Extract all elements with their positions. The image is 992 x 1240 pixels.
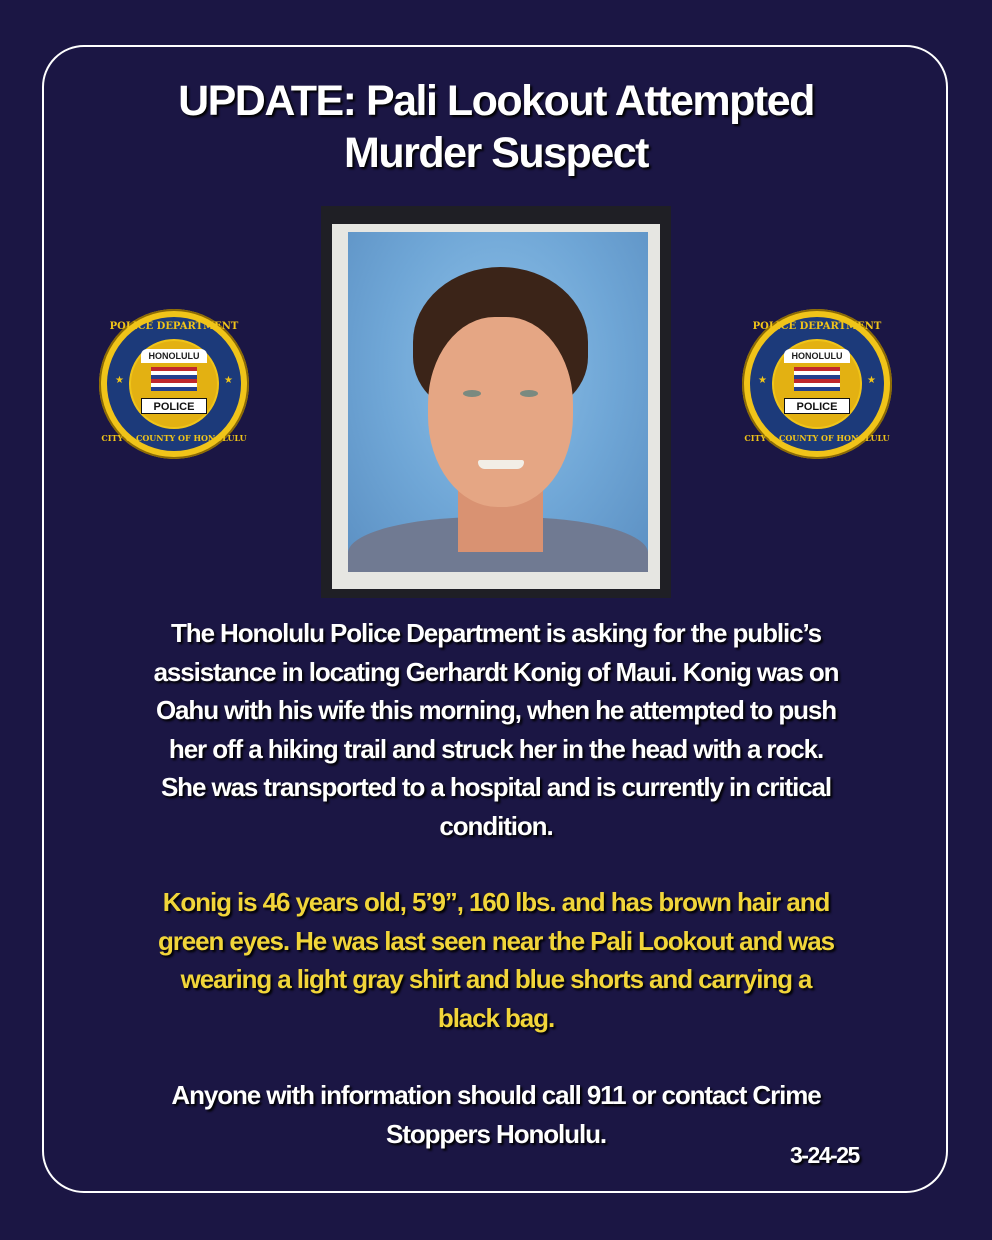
photo-mouth bbox=[478, 460, 524, 469]
text-line: Stoppers Honolulu. bbox=[386, 1118, 606, 1149]
text-line: The Honolulu Police Department is asking for the public’s bbox=[171, 618, 821, 648]
suspect-photo bbox=[321, 206, 671, 598]
suspect-description-paragraph bbox=[52, 883, 940, 1037]
police-seal-right bbox=[742, 309, 892, 459]
seal-arc-top: POLICE DEPARTMENT bbox=[752, 321, 882, 332]
star-icon: ★ bbox=[758, 375, 767, 386]
text-line: black bag. bbox=[437, 1002, 555, 1033]
text-line: her off a hiking trail and struck her in the head with a rock. bbox=[168, 733, 824, 764]
text-line: assistance in locating Gerhardt Konig of Maui. Konig was on bbox=[153, 656, 839, 687]
text-line: She was transported to a hospital and is currently in critical bbox=[160, 772, 832, 803]
title-line-1: UPDATE: Pali Lookout Attempted bbox=[178, 77, 814, 125]
seal-arc-top: POLICE DEPARTMENT bbox=[109, 321, 239, 332]
photo-image bbox=[348, 232, 648, 572]
photo-eye bbox=[520, 390, 538, 397]
seal-badge-top: HONOLULU bbox=[784, 349, 850, 363]
text-line: condition. bbox=[439, 810, 553, 841]
seal-badge-bottom: POLICE bbox=[141, 398, 207, 414]
description-paragraph bbox=[52, 614, 940, 846]
hawaii-flag-icon bbox=[794, 367, 840, 391]
photo-paper bbox=[332, 224, 660, 589]
text-line: Konig is 46 years old, 5’9”, 160 lbs. and has brown hair and bbox=[162, 887, 830, 917]
text-line: wearing a light gray shirt and blue shorts and carrying a bbox=[180, 964, 812, 995]
seal-arc-bottom: CITY & COUNTY OF HONOLULU bbox=[744, 433, 890, 443]
seal-badge-top: HONOLULU bbox=[141, 349, 207, 363]
seal-arc-bottom: CITY & COUNTY OF HONOLULU bbox=[101, 433, 247, 443]
seal-badge-bottom: POLICE bbox=[784, 398, 850, 414]
police-seal-left bbox=[99, 309, 249, 459]
star-icon: ★ bbox=[867, 375, 876, 386]
title-line-2: Murder Suspect bbox=[344, 129, 648, 177]
text-line: green eyes. He was last seen near the Pali Lookout and was bbox=[157, 925, 835, 956]
text-line: Anyone with information should call 911 or contact Crime bbox=[171, 1080, 821, 1110]
hawaii-flag-icon bbox=[151, 367, 197, 391]
photo-eye bbox=[463, 390, 481, 397]
date-label: 3-24-25 bbox=[790, 1142, 859, 1168]
text-line: Oahu with his wife this morning, when he attempted to push bbox=[155, 695, 837, 726]
star-icon: ★ bbox=[115, 375, 124, 386]
photo-face bbox=[428, 317, 573, 507]
page-title bbox=[0, 75, 992, 179]
star-icon: ★ bbox=[224, 375, 233, 386]
